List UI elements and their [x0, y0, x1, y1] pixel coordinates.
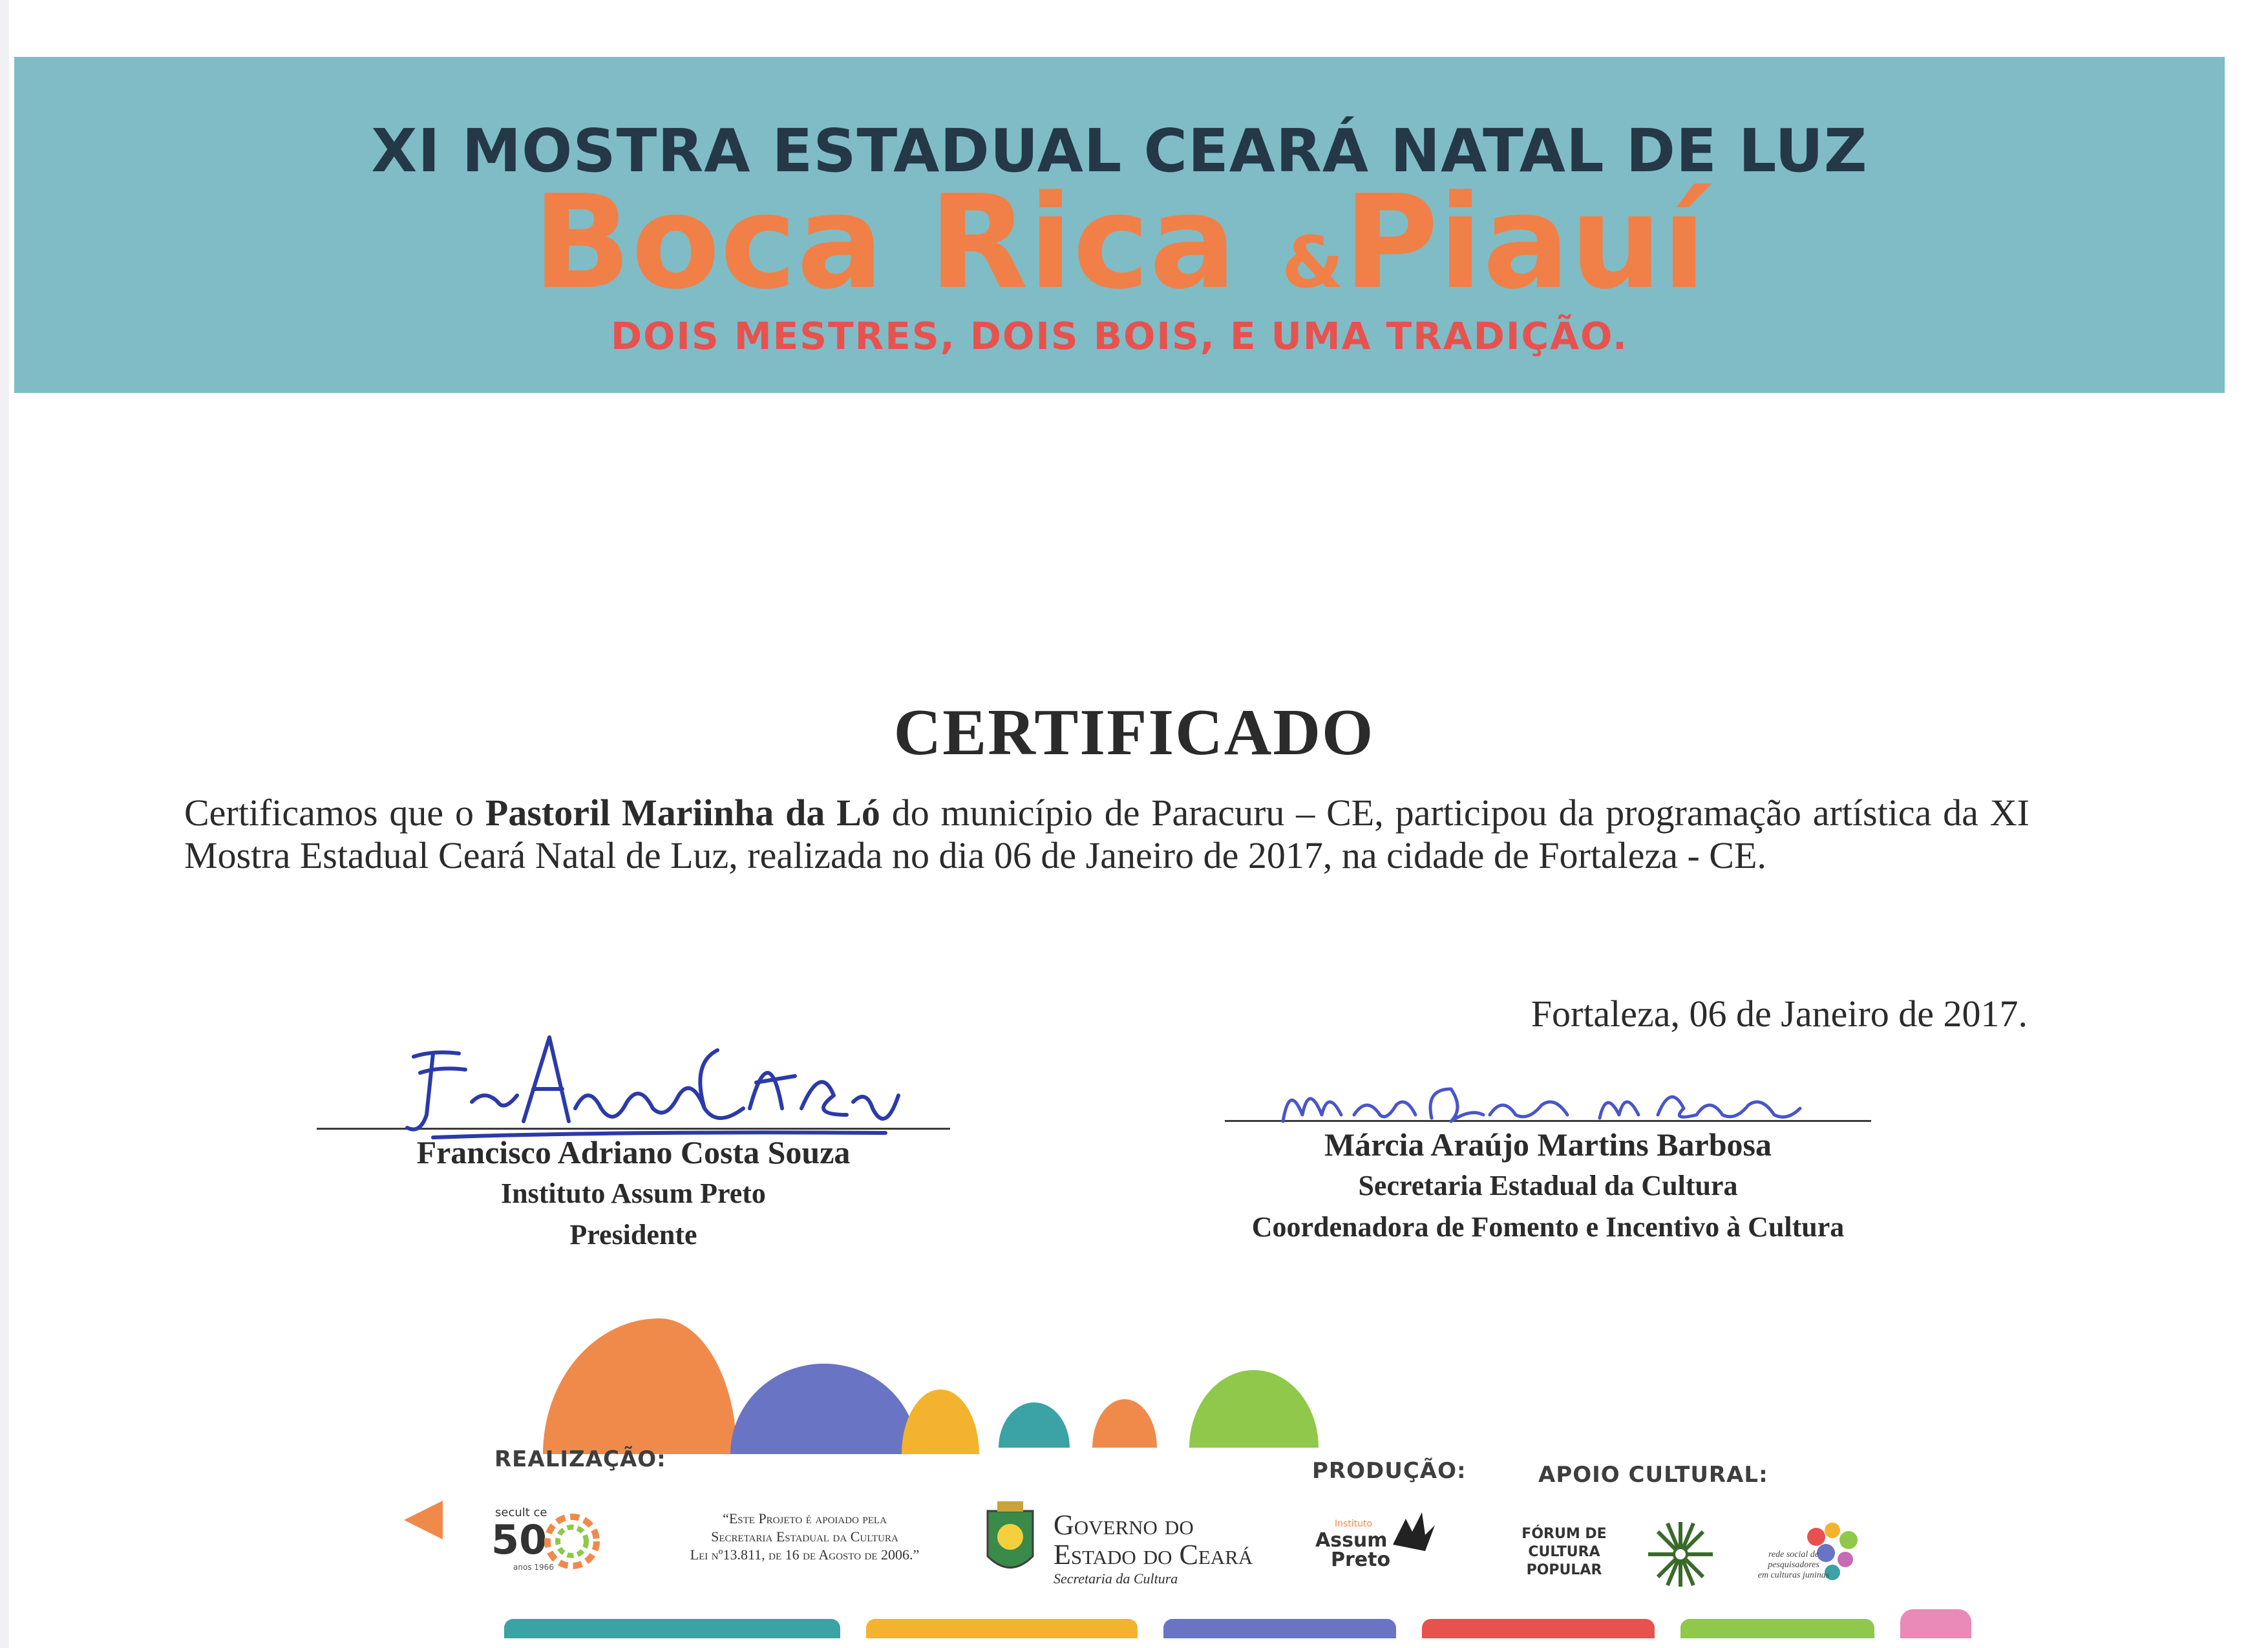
bottom-strip-pink: [1900, 1609, 1971, 1638]
law-line-3: Lei nº13.811, de 16 de Agosto de 2006.”: [690, 1547, 920, 1563]
rede-line-1: rede social de: [1768, 1550, 1819, 1559]
rede-line-3: em culturas juninas: [1757, 1570, 1830, 1580]
bottom-strip-green: [1680, 1619, 1874, 1638]
decor-dome-yellow: [902, 1389, 979, 1454]
signatory-role-right: Coordenadora de Fomento e Incentivo à Cultura: [1251, 1211, 1845, 1243]
decor-dome-orange: [543, 1318, 737, 1454]
signatory-org-left: Instituto Assum Preto: [501, 1178, 766, 1209]
secult-50-logo: [491, 1506, 601, 1577]
government-line-1: Governo do: [1054, 1509, 1194, 1541]
producao-label: PRODUÇÃO:: [1312, 1458, 1467, 1484]
law-line-1: “Este Projeto é apoiado pela: [723, 1510, 887, 1527]
decor-dome-green: [1189, 1370, 1319, 1448]
header-banner: [14, 57, 2225, 393]
forum-line-2: CULTURA: [1528, 1544, 1600, 1560]
secult-number: 50: [491, 1516, 547, 1563]
signatory-name-right: Márcia Araújo Martins Barbosa: [1324, 1126, 1772, 1163]
signature-block-left: [310, 1024, 957, 1254]
body-group-name: Pastoril Mariinha da Ló: [485, 792, 880, 834]
headline-part-boca-rica: Boca Rica: [533, 167, 1282, 318]
starburst-logo-icon: [1642, 1516, 1719, 1593]
bottom-strip-yellow: [866, 1619, 1138, 1638]
secult-flower-icon: [543, 1512, 601, 1570]
rede-text: [1745, 1550, 1842, 1581]
headline-ampersand: &: [1281, 221, 1344, 304]
government-line-2: Estado do Ceará: [1054, 1539, 1253, 1570]
decor-dome-teal: [999, 1402, 1070, 1448]
bottom-strip-teal: [504, 1619, 840, 1638]
bottom-strip-red: [1422, 1619, 1655, 1638]
event-headline: [14, 167, 2225, 318]
forum-line-1: FÓRUM DE: [1521, 1526, 1607, 1542]
producer-small-text: Instituto: [1335, 1519, 1373, 1529]
headline-part-piaui: Piauí: [1343, 167, 1706, 318]
scan-edge: [0, 0, 9, 1648]
forum-cultura-popular-logo: [1512, 1525, 1616, 1590]
assum-preto-logo: [1315, 1506, 1438, 1577]
ceara-coat-of-arms-icon: [981, 1498, 1039, 1582]
handwritten-signature-right: [1257, 1070, 1839, 1134]
handwritten-signature-left: [355, 1024, 911, 1141]
law-notice: [653, 1510, 957, 1564]
decor-dome-orange-small: [1092, 1399, 1157, 1448]
forum-line-3: POPULAR: [1526, 1562, 1602, 1578]
rede-social-logo: [1745, 1517, 1881, 1595]
body-rest: do município de Paracuru – CE, participou da programação artística da XI Mostra Estadual Ceará Natal de Luz, realizada no dia 06 de Janeiro de 2017, na cidade de Fortaleza - CE.: [184, 792, 2030, 876]
signatory-role-left: Presidente: [569, 1219, 697, 1251]
signatory-org-right: Secretaria Estadual da Cultura: [1358, 1170, 1738, 1201]
decor-arrow-icon: [404, 1501, 443, 1539]
bottom-strip-blue: [1163, 1619, 1396, 1638]
signature-block-right: [1215, 1070, 1881, 1246]
decor-dome-blue: [730, 1364, 918, 1454]
certificate-body: [184, 792, 2030, 877]
body-intro: Certificamos que o: [184, 792, 485, 834]
bird-hand-icon: [1386, 1506, 1438, 1558]
certificate-title: CERTIFICADO: [893, 696, 1375, 769]
realizacao-label: REALIZAÇÃO:: [494, 1446, 666, 1472]
rede-line-2: pesquisadores: [1768, 1560, 1819, 1570]
apoio-cultural-label: APOIO CULTURAL:: [1538, 1462, 1768, 1488]
signatory-name-left: Francisco Adriano Costa Souza: [416, 1134, 851, 1170]
producer-name-line-1: Assum: [1315, 1529, 1388, 1552]
event-tagline: DOIS MESTRES, DOIS BOIS, E UMA TRADIÇÃO.: [610, 314, 1629, 358]
producer-name-line-2: Preto: [1331, 1548, 1391, 1571]
event-title: XI MOSTRA ESTADUAL CEARÁ NATAL DE LUZ: [371, 116, 1868, 185]
law-line-2: Secretaria Estadual da Cultura: [711, 1528, 898, 1545]
government-line-3: Secretaria da Cultura: [1054, 1570, 1178, 1587]
secult-small-text: secult ce: [495, 1506, 547, 1519]
secult-years: anos 1966: [513, 1563, 554, 1572]
signature-line-right: [1225, 1120, 1871, 1122]
place-and-date: Fortaleza, 06 de Janeiro de 2017.: [1531, 993, 2028, 1035]
